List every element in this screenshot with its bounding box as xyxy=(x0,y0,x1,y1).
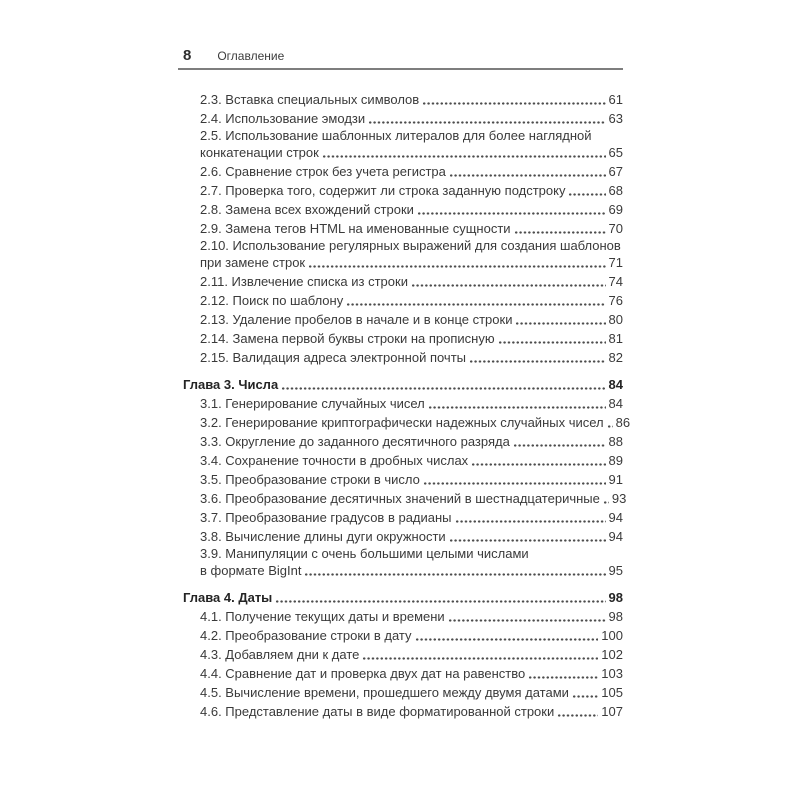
dotted-leader xyxy=(498,329,606,348)
toc-entry-text: 2.12. Поиск по шаблону xyxy=(200,293,344,308)
dotted-leader xyxy=(281,375,605,394)
toc-entry-text: 3.3. Округление до заданного десятичного разряда xyxy=(200,434,510,449)
dotted-leader xyxy=(428,394,606,413)
toc-entry xyxy=(178,683,623,702)
dotted-leader xyxy=(417,200,606,219)
toc-page-number: 74 xyxy=(608,274,623,289)
toc-page-number: 84 xyxy=(608,377,623,392)
toc-entry-text: 3.4. Сохранение точности в дробных числах xyxy=(200,453,469,468)
toc-page-number: 98 xyxy=(608,609,623,624)
dotted-leader xyxy=(346,291,605,310)
toc-entry xyxy=(178,607,623,626)
table-of-contents xyxy=(178,90,631,721)
toc-entry xyxy=(178,546,623,580)
toc-chapter-heading xyxy=(178,375,623,394)
toc-entry-row xyxy=(200,527,623,546)
dotted-leader xyxy=(308,253,605,272)
toc-entry-text: 3.8. Вычисление длины дуги окружности xyxy=(200,529,446,544)
toc-entry-text: 4.1. Получение текущих даты и времени xyxy=(200,609,445,624)
toc-entry xyxy=(178,291,623,310)
toc-page-number: 102 xyxy=(601,647,623,662)
toc-page-number: 76 xyxy=(608,293,623,308)
toc-page-number: 89 xyxy=(608,453,623,468)
dotted-leader xyxy=(415,626,599,645)
toc-entry xyxy=(178,238,623,272)
toc-chapter-heading xyxy=(178,588,623,607)
toc-entry-row xyxy=(183,588,623,607)
toc-entry-text: 2.11. Извлечение списка из строки xyxy=(200,274,408,289)
toc-entry-row xyxy=(200,626,623,645)
toc-page-number: 84 xyxy=(608,396,623,411)
toc-entry-row xyxy=(200,143,623,162)
toc-entry-text: 3.1. Генерирование случайных чисел xyxy=(200,396,425,411)
toc-entry-row xyxy=(200,219,623,238)
toc-entry xyxy=(178,451,623,470)
toc-entry xyxy=(178,432,623,451)
dotted-leader xyxy=(423,470,606,489)
toc-entry-text: 2.10. Использование регулярных выражений для создания шаблонов xyxy=(200,238,621,253)
toc-entry xyxy=(178,90,623,109)
toc-page-number: 86 xyxy=(615,415,631,430)
toc-entry xyxy=(178,162,623,181)
toc-entry-text: 2.5. Использование шаблонных литералов для более наглядной xyxy=(200,128,592,143)
toc-entry-text: 3.2. Генерирование криптографически надежных случайных чисел xyxy=(200,415,604,430)
toc-entry-text: 4.5. Вычисление времени, прошедшего между двумя датами xyxy=(200,685,569,700)
toc-entry xyxy=(178,219,623,238)
dotted-leader xyxy=(528,664,598,683)
page-content xyxy=(178,47,631,721)
toc-page-number: 71 xyxy=(608,255,623,270)
toc-entry xyxy=(178,109,623,128)
dotted-leader xyxy=(514,219,606,238)
dotted-leader xyxy=(515,310,605,329)
toc-entry xyxy=(178,470,623,489)
toc-entry xyxy=(178,626,623,645)
dotted-leader xyxy=(411,272,606,291)
toc-entry-text: Глава 3. Числа xyxy=(183,377,279,392)
dotted-leader xyxy=(368,109,605,128)
toc-page-number: 67 xyxy=(608,164,623,179)
toc-entry-row xyxy=(200,200,623,219)
toc-page-number: 63 xyxy=(608,111,623,126)
toc-entry xyxy=(178,508,623,527)
toc-page-number: 65 xyxy=(608,145,623,160)
dotted-leader xyxy=(513,432,606,451)
toc-entry xyxy=(178,394,623,413)
toc-entry xyxy=(178,200,623,219)
dotted-leader xyxy=(422,90,605,109)
toc-entry xyxy=(178,645,623,664)
toc-entry-text: 3.9. Манипуляции с очень большими целыми числами xyxy=(200,546,529,561)
dotted-leader xyxy=(362,645,598,664)
toc-entry-text: 2.7. Проверка того, содержит ли строка заданную подстроку xyxy=(200,183,566,198)
toc-page-number: 88 xyxy=(608,434,623,449)
header-page-number: 8 xyxy=(183,47,192,64)
dotted-leader xyxy=(322,143,606,162)
toc-entry-row xyxy=(200,272,623,291)
toc-entry-row xyxy=(183,375,623,394)
dotted-leader xyxy=(449,527,606,546)
header-section-title: Оглавление xyxy=(217,49,285,63)
toc-page-number: 80 xyxy=(608,312,623,327)
toc-entry xyxy=(178,527,623,546)
toc-entry-text: 3.5. Преобразование строки в число xyxy=(200,472,420,487)
toc-entry-text: 2.4. Использование эмодзи xyxy=(200,111,366,126)
toc-entry-text: 2.14. Замена первой буквы строки на прописную xyxy=(200,331,495,346)
toc-page-number: 98 xyxy=(608,590,623,605)
toc-entry-text: в формате BigInt xyxy=(200,563,302,578)
toc-entry xyxy=(178,181,623,200)
page-header xyxy=(178,49,623,70)
dotted-leader xyxy=(275,588,605,607)
toc-page-number: 95 xyxy=(608,563,623,578)
dotted-leader xyxy=(557,702,598,721)
toc-page-number: 100 xyxy=(601,628,623,643)
toc-entry-row xyxy=(200,702,623,721)
toc-entry-row xyxy=(200,432,623,451)
toc-entry-row xyxy=(200,413,631,432)
toc-entry-row xyxy=(200,645,623,664)
toc-entry-row xyxy=(200,310,623,329)
toc-entry-row xyxy=(200,607,623,626)
toc-entry-row xyxy=(200,162,623,181)
toc-page-number: 81 xyxy=(608,331,623,346)
toc-entry-row xyxy=(200,253,623,272)
toc-entry-text: 2.6. Сравнение строк без учета регистра xyxy=(200,164,446,179)
toc-page-number: 68 xyxy=(608,183,623,198)
toc-entry-text: 2.9. Замена тегов HTML на именованные сущности xyxy=(200,221,511,236)
toc-entry-row xyxy=(200,394,623,413)
toc-entry-row xyxy=(200,470,623,489)
toc-entry-text: 4.2. Преобразование строки в дату xyxy=(200,628,412,643)
toc-entry-row xyxy=(200,664,623,683)
toc-entry-row xyxy=(200,109,623,128)
toc-entry-text: 4.3. Добавляем дни к дате xyxy=(200,647,360,662)
dotted-leader xyxy=(304,561,605,580)
toc-page-number: 69 xyxy=(608,202,623,217)
toc-entry xyxy=(178,413,631,432)
toc-entry-row xyxy=(200,348,623,367)
dotted-leader xyxy=(603,489,609,508)
toc-entry xyxy=(178,489,627,508)
toc-entry xyxy=(178,664,623,683)
toc-page-number: 94 xyxy=(608,510,623,525)
toc-page-number: 70 xyxy=(608,221,623,236)
dotted-leader xyxy=(455,508,606,527)
toc-page-number: 93 xyxy=(611,491,627,506)
toc-entry-text: 4.4. Сравнение дат и проверка двух дат на равенство xyxy=(200,666,526,681)
toc-entry-row xyxy=(200,181,623,200)
toc-entry-text: конкатенации строк xyxy=(200,145,319,160)
toc-entry xyxy=(178,329,623,348)
toc-page-number: 94 xyxy=(608,529,623,544)
toc-page-number: 61 xyxy=(608,92,623,107)
dotted-leader xyxy=(607,413,613,432)
toc-entry-text: 4.6. Представление даты в виде форматированной строки xyxy=(200,704,555,719)
toc-page-number: 82 xyxy=(608,350,623,365)
toc-entry xyxy=(178,272,623,291)
toc-entry-row xyxy=(200,291,623,310)
toc-entry-row xyxy=(200,329,623,348)
toc-page-number: 105 xyxy=(601,685,623,700)
dotted-leader xyxy=(469,348,606,367)
dotted-leader xyxy=(471,451,605,470)
toc-entry-row xyxy=(200,683,623,702)
toc-entry-row xyxy=(200,90,623,109)
toc-page-number: 103 xyxy=(601,666,623,681)
toc-entry xyxy=(178,128,623,162)
toc-entry xyxy=(178,310,623,329)
toc-entry-text: при замене строк xyxy=(200,255,306,270)
toc-entry-row xyxy=(200,451,623,470)
toc-entry-row xyxy=(200,561,623,580)
toc-entry-text: 2.13. Удаление пробелов в начале и в конце строки xyxy=(200,312,513,327)
toc-entry-text: 3.6. Преобразование десятичных значений в шестнадцатеричные xyxy=(200,491,600,506)
dotted-leader xyxy=(449,162,606,181)
toc-entry-text: Глава 4. Даты xyxy=(183,590,273,605)
dotted-leader xyxy=(568,181,605,200)
toc-entry-row xyxy=(200,508,623,527)
toc-entry xyxy=(178,348,623,367)
toc-entry-text: 2.8. Замена всех вхождений строки xyxy=(200,202,414,217)
toc-entry-text: 2.3. Вставка специальных символов xyxy=(200,92,420,107)
toc-page-number: 107 xyxy=(601,704,623,719)
toc-page-number: 91 xyxy=(608,472,623,487)
toc-entry-text: 3.7. Преобразование градусов в радианы xyxy=(200,510,452,525)
dotted-leader xyxy=(572,683,598,702)
toc-entry-text: 2.15. Валидация адреса электронной почты xyxy=(200,350,466,365)
dotted-leader xyxy=(448,607,606,626)
toc-entry-row xyxy=(200,489,627,508)
toc-entry xyxy=(178,702,623,721)
